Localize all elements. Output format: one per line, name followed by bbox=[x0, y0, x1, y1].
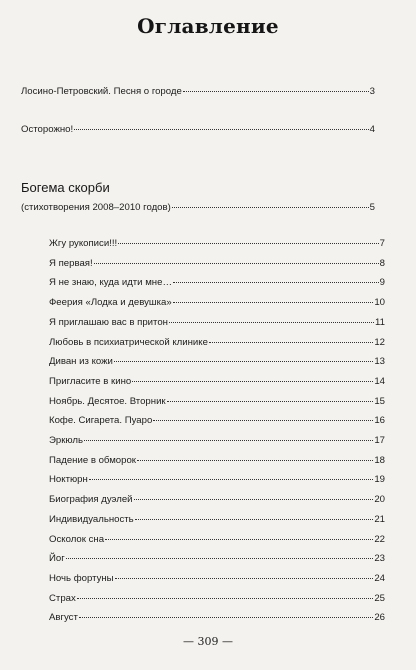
entry-page: 9 bbox=[379, 277, 385, 289]
toc-entry bbox=[49, 297, 385, 309]
entry-label: Эркюль bbox=[49, 435, 84, 446]
entry-label: Падение в обморок bbox=[49, 454, 137, 466]
entry-page: 26 bbox=[374, 612, 385, 624]
leader-dots bbox=[153, 420, 373, 421]
leader-dots bbox=[79, 617, 373, 618]
toc-entry bbox=[49, 494, 385, 506]
entry-page: 3 bbox=[369, 86, 375, 97]
toc-entry bbox=[49, 474, 385, 486]
entry-label: Лосино-Петровский. Песня о городе bbox=[21, 86, 182, 97]
entry-page: 11 bbox=[375, 316, 385, 328]
entry-label: Любовь в психиатрической клинике bbox=[49, 336, 208, 348]
toc-entry bbox=[21, 124, 375, 136]
leader-dots bbox=[132, 381, 373, 382]
toc-entry bbox=[49, 356, 385, 368]
leader-dots bbox=[118, 243, 378, 244]
entry-label: Пригласите в кино bbox=[49, 375, 132, 387]
entry-label: Я первая! bbox=[49, 257, 93, 269]
page-number: — 309 — bbox=[183, 635, 233, 648]
entry-page: 20 bbox=[374, 494, 385, 506]
toc-entry bbox=[49, 435, 385, 447]
leader-dots bbox=[209, 342, 373, 343]
leader-dots bbox=[77, 598, 374, 599]
entry-label: Я не знаю, куда идти мне… bbox=[49, 277, 173, 289]
leader-dots bbox=[134, 499, 374, 500]
leader-dots bbox=[105, 539, 373, 540]
entry-label: Ноябрь. Десятое. Вторник bbox=[49, 395, 166, 407]
toc-entry bbox=[49, 396, 385, 408]
entry-label: Осторожно! bbox=[21, 124, 74, 135]
entry-label: Индивидуальность bbox=[49, 513, 134, 525]
leader-dots bbox=[84, 440, 373, 441]
entry-label: Ноктюрн bbox=[49, 474, 88, 486]
entry-label: Ночь фортуны bbox=[49, 572, 114, 584]
leader-dots bbox=[167, 401, 374, 402]
section-subtitle-entry bbox=[21, 202, 375, 214]
toc-entry bbox=[49, 593, 385, 605]
section-subtitle: (стихотворения 2008–2010 годов) bbox=[21, 202, 171, 213]
entry-page: 13 bbox=[374, 356, 385, 368]
entry-page: 16 bbox=[374, 415, 385, 427]
entry-label: Феерия «Лодка и девушка» bbox=[49, 297, 172, 309]
leader-dots bbox=[89, 479, 374, 480]
entry-page: 10 bbox=[374, 297, 385, 309]
entry-page: 4 bbox=[369, 124, 375, 135]
entry-page: 17 bbox=[374, 435, 385, 446]
entry-label: Биография дуэлей bbox=[49, 494, 133, 506]
entry-page: 18 bbox=[374, 454, 385, 466]
toc-entry bbox=[49, 415, 385, 427]
toc-entry bbox=[49, 277, 385, 289]
leader-dots bbox=[137, 460, 373, 461]
entry-page: 14 bbox=[374, 375, 385, 387]
leader-dots bbox=[169, 322, 374, 323]
entry-page: 25 bbox=[374, 592, 385, 604]
entry-page: 22 bbox=[374, 533, 385, 545]
entry-label: Кофе. Сигарета. Пуаро bbox=[49, 415, 153, 427]
entry-label: Жгу рукописи!!! bbox=[49, 238, 118, 249]
leader-dots bbox=[114, 361, 373, 362]
entry-label: Диван из кожи bbox=[49, 356, 113, 368]
entry-label: Йог bbox=[49, 553, 65, 565]
toc-entry bbox=[49, 337, 385, 349]
toc-entry bbox=[49, 573, 385, 585]
toc-entry bbox=[49, 534, 385, 546]
entry-label: Я приглашаю вас в притон bbox=[49, 316, 168, 328]
toc-entry bbox=[49, 455, 385, 467]
toc-entry bbox=[49, 258, 385, 270]
entry-page: 19 bbox=[374, 474, 385, 486]
leader-dots bbox=[66, 558, 374, 559]
page-title: Оглавление bbox=[137, 14, 279, 38]
leader-dots bbox=[74, 129, 368, 130]
entry-page: 8 bbox=[379, 257, 385, 269]
section-heading: Богема скорби bbox=[21, 180, 110, 195]
entry-page: 24 bbox=[374, 572, 385, 584]
leader-dots bbox=[94, 263, 379, 264]
toc-entry bbox=[49, 238, 385, 250]
toc-entry bbox=[49, 376, 385, 388]
leader-dots bbox=[183, 91, 369, 92]
toc-entry bbox=[49, 553, 385, 565]
entry-page: 7 bbox=[379, 238, 385, 249]
toc-entry bbox=[21, 86, 375, 98]
entry-page: 21 bbox=[374, 513, 385, 525]
leader-dots bbox=[173, 302, 374, 303]
entry-label: Август bbox=[49, 612, 78, 624]
leader-dots bbox=[173, 282, 379, 283]
toc-entry bbox=[49, 317, 385, 329]
entry-label: Осколок сна bbox=[49, 533, 105, 545]
leader-dots bbox=[172, 207, 369, 208]
entry-label: Страх bbox=[49, 592, 76, 604]
entry-page: 23 bbox=[374, 553, 385, 565]
entry-page: 5 bbox=[369, 202, 375, 213]
toc-entry bbox=[49, 514, 385, 526]
toc-entry bbox=[49, 612, 385, 624]
entry-page: 15 bbox=[374, 395, 385, 407]
leader-dots bbox=[115, 578, 374, 579]
leader-dots bbox=[135, 519, 374, 520]
entry-page: 12 bbox=[374, 336, 385, 348]
